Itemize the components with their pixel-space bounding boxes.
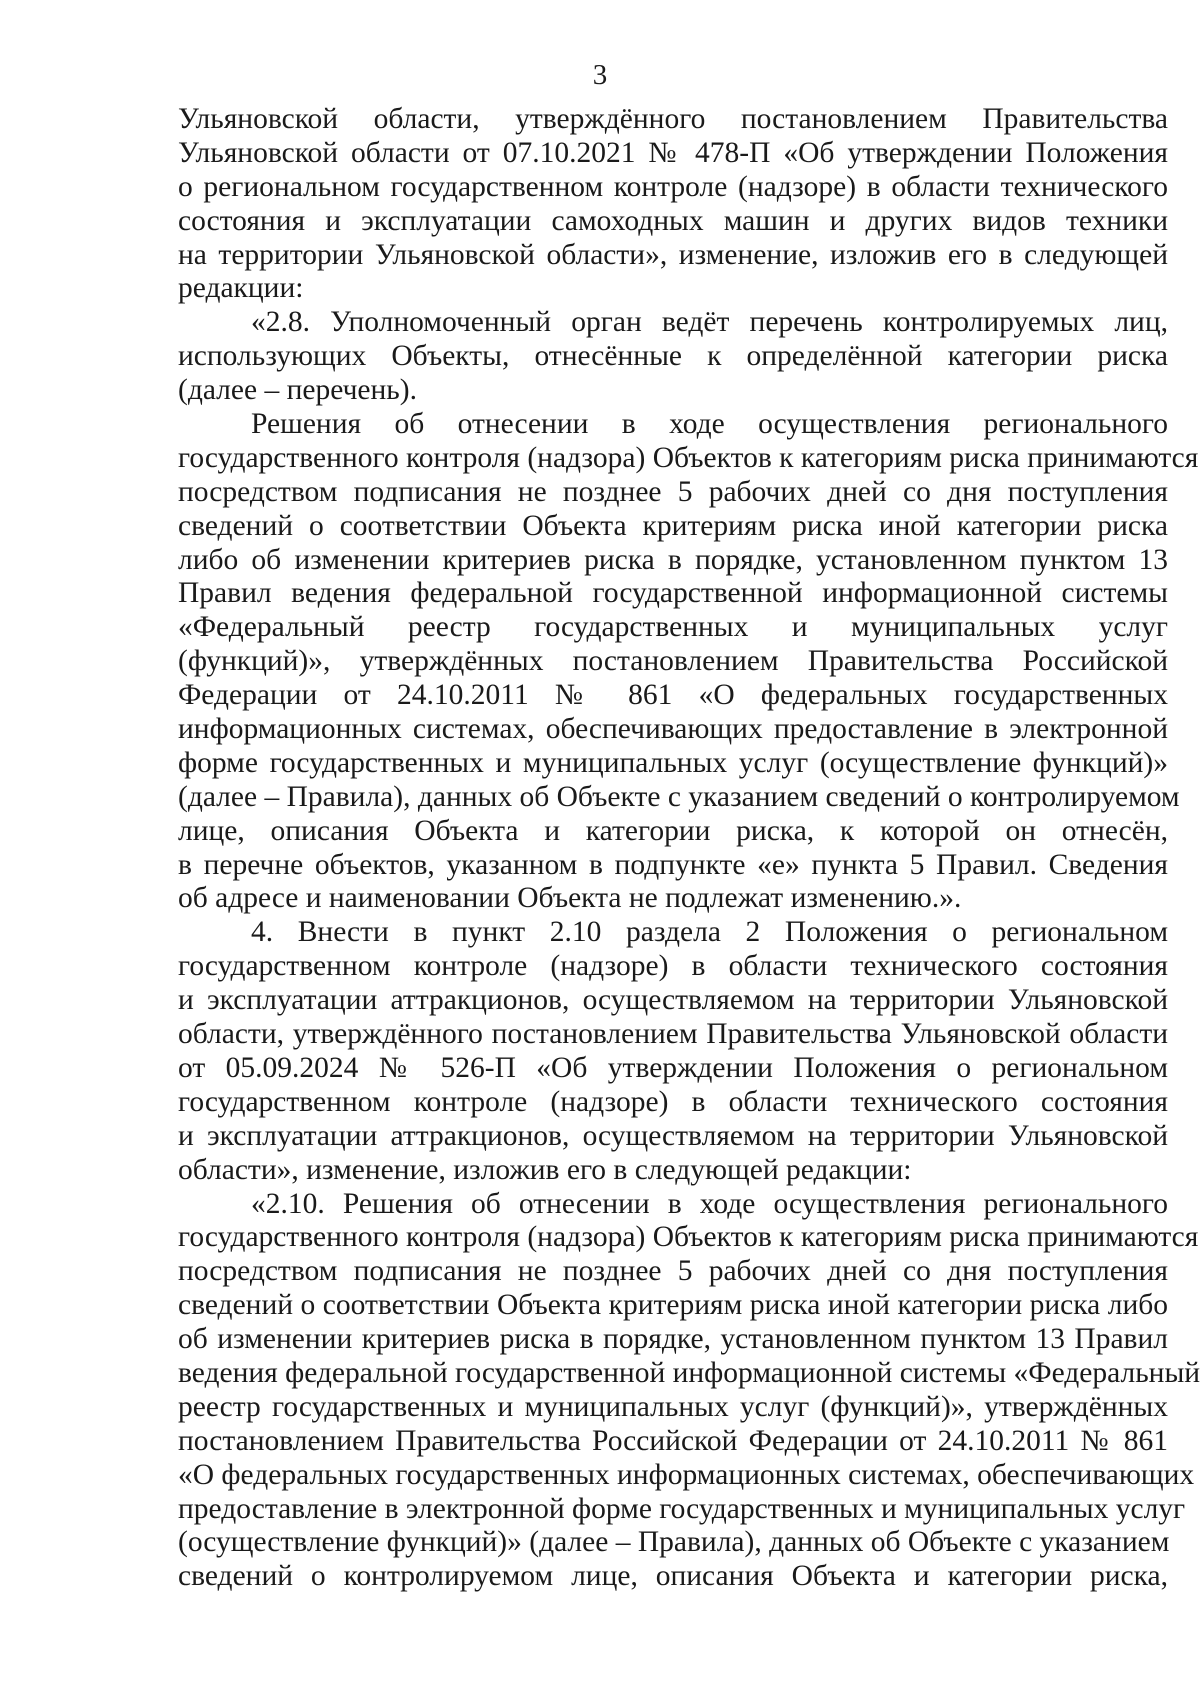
text-line: редакции: <box>178 272 304 305</box>
text-line: государственного контроля (надзора) Объектов к категориям риска принимаются <box>178 441 1199 474</box>
text-line: и эксплуатации аттракционов, осуществляемом на территории Ульяновской <box>178 984 1168 1017</box>
text-line: использующих Объекты, отнесённые к определённой категории риска <box>178 340 1168 373</box>
text-line: и эксплуатации аттракционов, осуществляемом на территории Ульяновской <box>178 1119 1168 1152</box>
text-line: информационных системах, обеспечивающих предоставление в электронной <box>178 713 1168 746</box>
text-line: реестр государственных и муниципальных услуг (функций)», утверждённых <box>178 1390 1168 1423</box>
text-line: области», изменение, изложив его в следующей редакции: <box>178 1153 912 1186</box>
text-line: «О федеральных государственных информационных системах, обеспечивающих <box>178 1458 1195 1491</box>
text-line: в перечне объектов, указанном в подпункте «е» пункта 5 Правил. Сведения <box>178 848 1168 881</box>
text-line: сведений о контролируемом лице, описания Объекта и категории риска, <box>178 1560 1168 1593</box>
text-line: об изменении критериев риска в порядке, установленном пунктом 13 Правил <box>178 1323 1168 1356</box>
text-line: (далее – Правила), данных об Объекте с указанием сведений о контролируемом <box>178 780 1180 813</box>
text-line: государственном контроле (надзоре) в области технического состояния <box>178 950 1168 983</box>
text-line: Решения об отнесении в ходе осуществления регионального <box>251 408 1168 441</box>
text-line: Ульяновской области, утверждённого постановлением Правительства <box>178 103 1168 135</box>
text-line: государственного контроля (надзора) Объектов к категориям риска принимаются <box>178 1221 1199 1254</box>
text-line: сведений о соответствии Объекта критериям риска иной категории риска либо <box>178 1289 1168 1322</box>
text-line: государственном контроле (надзоре) в области технического состояния <box>178 1085 1168 1118</box>
text-line: форме государственных и муниципальных услуг (осуществление функций)» <box>178 746 1168 779</box>
document-body <box>178 103 1200 1594</box>
text-line: Федерации от 24.10.2011 № 861 «О федеральных государственных <box>178 679 1168 712</box>
text-line: «Федеральный реестр государственных и муниципальных услуг <box>178 611 1168 644</box>
text-line: лице, описания Объекта и категории риска, к которой он отнесён, <box>178 814 1168 847</box>
text-line: (функций)», утверждённых постановлением Правительства Российской <box>178 645 1168 678</box>
text-line: сведений о соответствии Объекта критериям риска иной категории риска <box>178 509 1168 542</box>
text-line: о региональном государственном контроле (надзоре) в области технического <box>178 170 1168 203</box>
text-line: от 05.09.2024 № 526-П «Об утверждении Положения о региональном <box>178 1051 1168 1084</box>
text-line: посредством подписания не позднее 5 рабочих дней со дня поступления <box>178 1255 1168 1288</box>
text-line: Ульяновской области от 07.10.2021 № 478-П «Об утверждении Положения <box>178 136 1168 169</box>
text-line: посредством подписания не позднее 5 рабочих дней со дня поступления <box>178 475 1168 508</box>
text-line: предоставление в электронной форме государственных и муниципальных услуг <box>178 1492 1186 1525</box>
text-line: состояния и эксплуатации самоходных машин и других видов техники <box>178 204 1168 237</box>
text-line: либо об изменении критериев риска в порядке, установленном пунктом 13 <box>178 543 1168 576</box>
text-line: на территории Ульяновской области», изменение, изложив его в следующей <box>178 238 1168 271</box>
text-line: (далее – перечень). <box>178 374 417 407</box>
text-line: «2.8. Уполномоченный орган ведёт перечень контролируемых лиц, <box>251 306 1168 339</box>
text-line: (осуществление функций)» (далее – Правила), данных об Объекте с указанием <box>178 1526 1170 1559</box>
text-line: «2.10. Решения об отнесении в ходе осуществления регионального <box>251 1187 1168 1220</box>
text-line: 4. Внести в пункт 2.10 раздела 2 Положения о региональном <box>251 916 1168 949</box>
text-line: области, утверждённого постановлением Правительства Ульяновской области <box>178 1018 1168 1051</box>
text-line: постановлением Правительства Российской Федерации от 24.10.2011 № 861 <box>178 1424 1168 1457</box>
text-line: Правил ведения федеральной государственной информационной системы <box>178 577 1168 610</box>
page-number: 3 <box>592 59 608 91</box>
text-line: об адресе и наименовании Объекта не подлежат изменению.». <box>178 882 962 915</box>
text-line: ведения федеральной государственной информационной системы «Федеральный <box>178 1356 1200 1389</box>
